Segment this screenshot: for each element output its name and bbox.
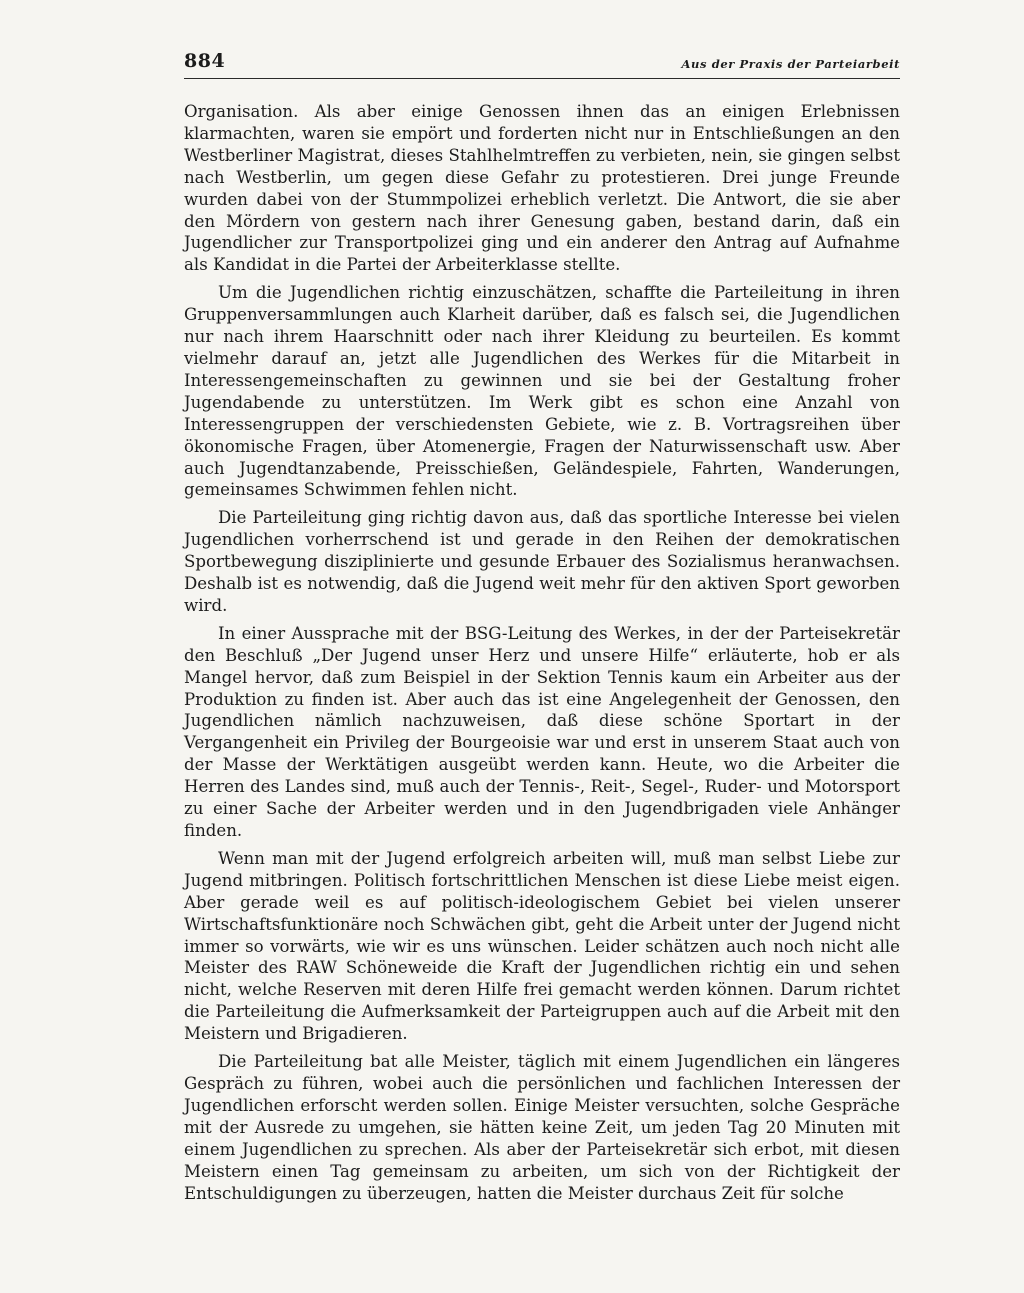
running-title: Aus der Praxis der Parteiarbeit (681, 57, 900, 71)
paragraph: In einer Aussprache mit der BSG-Leitung des Werkes, in der der Parteisekretär den Beschluß „Der Jugend unser Herz und unsere Hilfe“ erläuterte, hob er als Mangel hervor, daß zum Beispiel in der Sektion Tennis kaum ein Arbeiter aus der Produktion zu finden ist. Aber auch das ist eine Angelegenheit der Genossen, den Jugendlichen nämlich nachzuweisen, daß diese schöne Sportart in der Vergangenheit ein Privileg der Bourgeoisie war und erst in unserem Staat auch von der Masse der Werktätigen ausgeübt werden kann. Heute, wo die Arbeiter die Herren des Landes sind, muß auch der Tennis-, Reit-, Segel-, Ruder- und Motorsport zu einer Sache der Arbeiter werden und in den Jugendbrigaden viele Anhänger finden. (184, 623, 900, 840)
paragraph: Wenn man mit der Jugend erfolgreich arbeiten will, muß man selbst Liebe zur Jugend mitbringen. Politisch fortschrittlichen Menschen ist diese Liebe meist eigen. Aber gerade weil es auf politisch-ideologischem Gebiet bei vielen unserer Wirtschaftsfunktionäre noch Schwächen gibt, geht die Arbeit unter der Jugend nicht immer so vorwärts, wie wir es uns wünschen. Leider schätzen auch noch nicht alle Meister des RAW Schöneweide die Kraft der Jugendlichen richtig ein und sehen nicht, welche Reserven mit deren Hilfe frei gemacht werden können. Darum richtet die Parteileitung die Aufmerksamkeit der Parteigruppen auch auf die Arbeit mit den Meistern und Brigadieren. (184, 848, 900, 1044)
paragraph: Die Parteileitung ging richtig davon aus, daß das sportliche Interesse bei vielen Jugendlichen vorherrschend ist und gerade in den Reihen der demokratischen Sportbewegung disziplinierte und gesunde Erbauer des Sozialismus heranwachsen. Deshalb ist es notwendig, daß die Jugend weit mehr für den aktiven Sport geworben wird. (184, 508, 900, 615)
paragraph: Um die Jugendlichen richtig einzuschätzen, schaffte die Parteileitung in ihren Gruppenversammlungen auch Klarheit darüber, daß es falsch sei, die Jugendlichen nur nach ihrem Haarschnitt oder nach ihrer Kleidung zu beurteilen. Es kommt vielmehr darauf an, jetzt alle Jugendlichen des Werkes für die Mitarbeit in Interessengemeinschaften zu gewinnen und sie bei der Gestaltung froher Jugendabende zu unterstützen. Im Werk gibt es schon eine Anzahl von Interessengruppen der verschiedensten Gebiete, wie z. B. Vortragsreihen über ökonomische Fragen, über Atomenergie, Fragen der Naturwissenschaft usw. Aber auch Jugendtanzabende, Preisschießen, Geländespiele, Fahrten, Wanderungen, gemeinsames Schwimmen fehlen nicht. (184, 283, 900, 500)
paragraph: Organisation. Als aber einige Genossen ihnen das an einigen Erlebnissen klarmachten, waren sie empört und forderten nicht nur in Entschließungen an den Westberliner Magistrat, dieses Stahlhelmtreffen zu verbieten, nein, sie gingen selbst nach Westberlin, um gegen diese Gefahr zu protestieren. Drei junge Freunde wurden dabei von der Stummpolizei erheblich verletzt. Die Antwort, die sie aber den Mördern von gestern nach ihrer Genesung gaben, bestand darin, daß ein Jugendlicher zur Transportpolizei ging und ein anderer den Antrag auf Aufnahme als Kandidat in die Partei der Arbeiterklasse stellte. (184, 102, 900, 275)
running-header (184, 50, 900, 79)
document-page (184, 50, 900, 1210)
page-number: 884 (184, 50, 226, 72)
paragraph: Die Parteileitung bat alle Meister, täglich mit einem Jugendlichen ein längeres Gespräch zu führen, wobei auch die persönlichen und fachlichen Interessen der Jugendlichen erforscht werden sollen. Einige Meister versuchten, solche Gespräche mit der Ausrede zu umgehen, sie hätten keine Zeit, um jeden Tag 20 Minuten mit einem Jugendlichen zu sprechen. Als aber der Parteisekretär sich erbot, mit diesen Meistern einen Tag gemeinsam zu arbeiten, um sich von der Richtigkeit der Entschuldigungen zu überzeugen, hatten die Meister durchaus Zeit für solche (184, 1052, 900, 1203)
body-text (184, 101, 900, 1204)
